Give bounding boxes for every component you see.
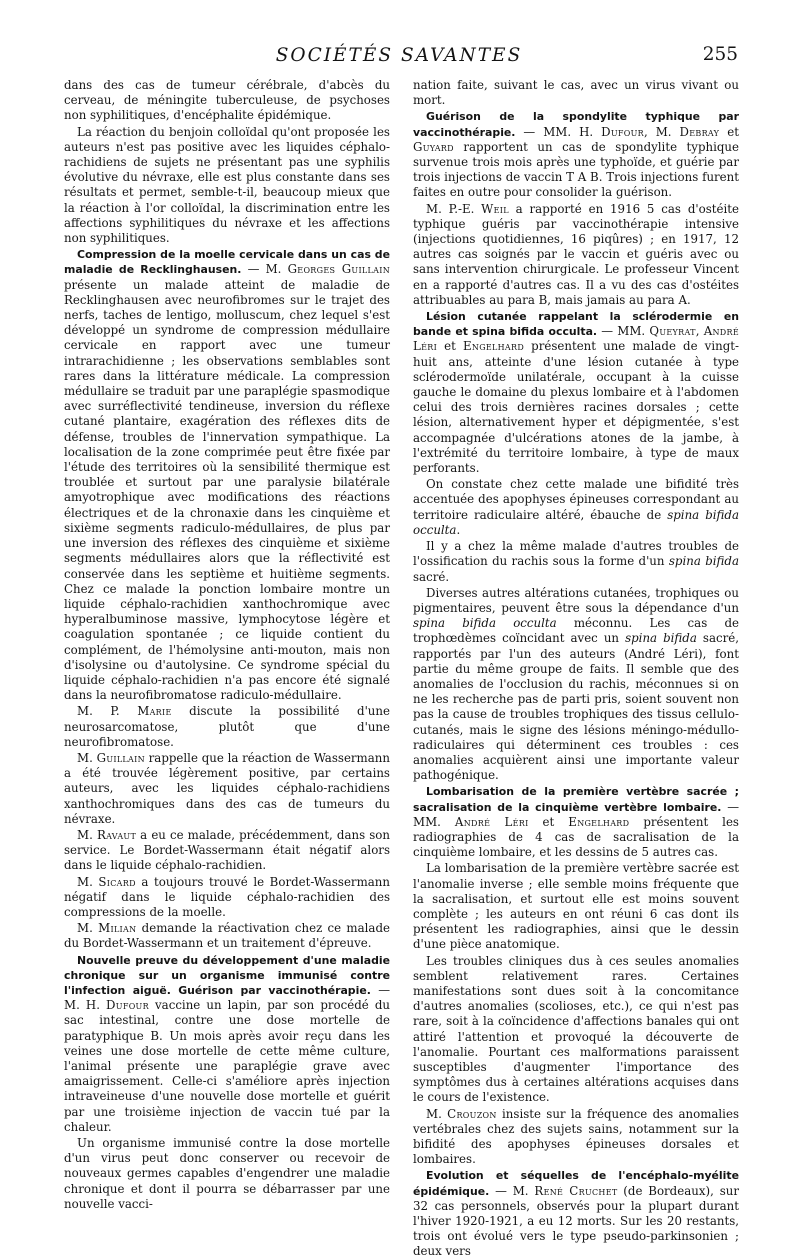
paragraph [64, 125, 390, 247]
text-run: M. P. [77, 704, 138, 719]
author-name: Queyrat [649, 324, 696, 339]
text-run: et [719, 124, 739, 139]
text-run: La réaction du benjoin colloïdal qu'ont proposée les auteurs n'est pas positive avec les liquides céphalo-rachidiens de sujets ne présentant pas une syphilis évolutive du névraxe, elle est plus constante dans ses résultats et permet, semble-t-il, beaucoup mieux que la réaction à l'or colloïdal, la discrimination entre les affections syphilitiques du névraxe et les affections non syphilitiques. [64, 124, 390, 246]
paragraph [413, 1168, 739, 1259]
text-run: (de Bordeaux), sur 32 cas personnels, observés pour la plupart durant l'hiver 1920-1921, a eu 12 morts. Sur les 20 restants, trois ont évolué vers le type pseudo-parkinsonien ; deux vers [413, 1183, 739, 1259]
paragraph [64, 828, 390, 874]
text-run: M. [426, 1106, 448, 1121]
author-name: André Léri [454, 814, 529, 829]
text-run: — MM. [413, 799, 739, 829]
text-run: M. P.-E. [426, 201, 482, 216]
text-run: vaccine un lapin, par son procédé du sac intestinal, contre une dose mortelle de paratyphique B. Un mois après avoir reçu dans les veines une dose mortelle de cette même culture, l'animal présente une paraplégie grave avec amaigrissement. Celle-ci s'améliore après injection intraveineuse d'une nouvelle dose mortelle et guérit par une troisième injection de vaccin tué par la chaleur. [64, 998, 390, 1134]
italic-term: spina bifida occulta [413, 507, 739, 537]
text-run: présente un malade atteint de maladie de Recklinghausen avec neurofibromes sur le trajet des nerfs, taches de lentigo, molluscum, chez lequel s'est développé un syndrome de compression médullaire cervicale en rapport avec une tumeur intrarachidienne ; les observations semblables sont rares dans la littérature médicale. La compression médullaire se traduit par une paraplégie spasmodique avec surréflectivité tendineuse, inversion du réflexe cutané plantaire, exagération des réflexes dits de défense, troubles de l'innervation sympathique. La localisation de la zone comprimée peut être fixée par l'étude des territoires où la sensibilité thermique est troublée et surtout par une paralysie bilatérale amyotrophique avec modifications des réactions électriques et de la chronaxie dans les cinquième et sixième segments radiculo-médullaires, de plus par une inversion des réflexes des cinquième et sixième segments médullaires alors que la réflectivité est conservée dans les septième et huitième segments. Chez ce malade la ponction lombaire montre un liquide céphalo-rachidien xanthochromique avec hyperalbuminose massive, lymphocytose légère et coagulation spontanée ; ce liquide contient du complément, de l'hémolysine anti-mouton, mais non d'isolysine ou d'autolysine. Ce syndrome spécial du liquide céphalo-rachidien n'a pas encore été signalé dans la neurofibromatose radiculo-médullaire. [64, 277, 390, 703]
text-run: Les troubles cliniques dus à ces seules anomalies semblent relativement rares. Certaines manifestations sont dues soit à la concomitance d'autres anomalies (scolioses, etc.), ce qui n'est pas rare, soit à la coïncidence d'affections banales qui ont attiré l'attention et provoqué la découverte de l'anomalie. Pourtant ces malformations paraissent susceptibles d'augmenter l'importance des symptômes dus à certaines altérations acquises dans le cours de l'existence. [413, 953, 739, 1105]
paragraph [413, 784, 739, 860]
text-run: — MM. [597, 324, 650, 339]
paragraph [413, 202, 739, 308]
author-name: Dufour [106, 998, 149, 1013]
left-column [64, 78, 390, 1212]
text-run: On constate chez cette malade une bifidité très accentuée des apophyses épineuses correspondant au territoire radiculaire altéré, ébauche de [413, 477, 739, 522]
paragraph [413, 309, 739, 476]
text-run: Il y a chez la même malade d'autres troubles de l'ossification du rachis sous la forme d'un [413, 539, 739, 569]
paragraph [413, 1107, 739, 1168]
text-run: méconnu. Les cas de trophœdèmes coïncidant avec un [413, 616, 739, 646]
text-run: et [528, 814, 569, 829]
text-run: rapportent un cas de spondylite typhique survenue trois mois après une typhoïde, et guérie par trois injections de vaccin T A B. Trois injections furent faites en outre pour consolider la guérison. [413, 139, 739, 200]
text-run: et [437, 339, 463, 354]
author-name: Crouzon [447, 1106, 497, 1121]
text-run: demande la réactivation chez ce malade du Bordet-Wassermann et un traitement d'épreuve. [64, 921, 390, 951]
section-heading: Nouvelle preuve du développement d'une maladie chronique sur un organisme immunisé contre l'infection aiguë. Guérison par vaccinothérapie. [64, 953, 390, 997]
paragraph [64, 1136, 390, 1212]
text-run: La lombarisation de la première vertèbre sacrée est l'anomalie inverse ; elle semble moins fréquente que la sacralisation, et surtout elle est moins souvent complète ; les auteurs en ont réuni 6 cas dont ils présentent les radiographies, ainsi que le dessin d'une pièce anatomique. [413, 861, 739, 952]
paragraph [413, 78, 739, 108]
author-name: André Léri [413, 324, 739, 354]
author-name: Georges Guillain [287, 262, 390, 277]
author-name: Engelhard [568, 814, 630, 829]
text-run: M. [77, 827, 97, 842]
page-number: 255 [702, 44, 738, 65]
author-name: Milian [98, 921, 137, 936]
text-run: M. [77, 874, 99, 889]
section-heading: Guérison de la spondylite typhique par vaccinothérapie. [413, 110, 739, 139]
section-heading: Compression de la moelle cervicale dans un cas de maladie de Recklinghausen. [64, 248, 390, 277]
italic-term: spina bifida [668, 554, 739, 569]
text-run: présentent une malade de vingt-huit ans, atteinte d'une lésion cutanée à type sclérodermoïde unilatérale, occupant à la cuisse gauche le domaine du plexus lombaire et à l'abdomen celui des trois dernières racines dorsales ; cette lésion, alternativement hyper et dépigmentée, s'est accompagnée d'ulcérations atones de la jambe, à l'extrémité du territoire lombaire, à type de maux perforants. [413, 339, 739, 476]
text-run: a eu ce malade, précédemment, dans son service. Le Bordet-Wassermann était négatif alors dans le liquide céphalo-rachidien. [64, 827, 390, 873]
text-run: M. [77, 750, 97, 765]
paragraph [64, 921, 390, 951]
text-run: , [695, 324, 704, 339]
author-name: Debray [679, 124, 720, 139]
text-run: a toujours trouvé le Bordet-Wassermann négatif dans le liquide céphalo-rachidien des compressions de la moelle. [64, 874, 390, 919]
text-run: — M. [241, 262, 288, 277]
paragraph [64, 78, 390, 124]
author-name: Guyard [413, 139, 454, 154]
text-run: rappelle que la réaction de Wassermann a été trouvée légèrement positive, par certains auteurs, avec les liquides céphalo-rachidiens xanthochromiques dans des cas de tumeurs du névraxe. [64, 750, 390, 826]
paragraph [413, 954, 739, 1106]
text-run: Diverses autres altérations cutanées, trophiques ou pigmentaires, peuvent être sous la dépendance d'un [413, 585, 739, 615]
paragraph [413, 586, 739, 784]
author-name: Sicard [98, 874, 136, 889]
paragraph [64, 751, 390, 827]
paragraph [64, 704, 390, 750]
running-head [60, 44, 738, 70]
text-run: insiste sur la fréquence des anomalies vertébrales chez des sujets sains, notamment sur la bifidité des apophyses épineuses dorsales et lombaires. [413, 1106, 739, 1167]
text-run: présentent les radiographies de 4 cas de sacralisation de la cinquième lombaire, et les dessins de 5 autres cas. [413, 814, 739, 860]
author-name: Ravaut [96, 827, 137, 842]
section-title: SOCIÉTÉS SAVANTES [275, 45, 523, 66]
paragraph [64, 875, 390, 921]
paragraph [64, 953, 390, 1135]
italic-term: spina bifida [625, 631, 697, 646]
author-name: Dufour [601, 124, 644, 139]
author-name: Weil [481, 201, 509, 216]
text-run: discute la possibilité d'une neurosarcomatose, plutôt que d'une neurofibromatose. [64, 704, 390, 749]
text-run: Un organisme immunisé contre la dose mortelle d'un virus peut donc conserver ou recevoir de nouveaux germes capables d'engendrer une maladie chronique et dont il pourra se débarrasser par une nouvelle vacci- [64, 1136, 390, 1211]
text-run: — MM. H. [515, 124, 602, 139]
paragraph [413, 477, 739, 538]
text-run: nation faite, suivant le cas, avec un virus vivant ou mort. [413, 78, 739, 108]
text-run: sacré. [413, 569, 450, 584]
paragraph [413, 109, 739, 200]
author-name: Marie [137, 704, 172, 719]
italic-term: spina bifida occulta [413, 616, 557, 631]
author-name: Guillain [96, 750, 145, 765]
paragraph [413, 861, 739, 952]
text-run: — M. H. [64, 982, 390, 1013]
section-heading: Lombarisation de la première vertèbre sacrée ; sacralisation de la cinquième vertèbre lombaire. [413, 785, 739, 814]
text-run: . [456, 522, 461, 537]
text-run: , M. [644, 124, 680, 139]
text-run: a rapporté en 1916 5 cas d'ostéite typhique guéris par vaccinothérapie intensive (injections quotidiennes, 16 piqûres) ; en 1917, 12 autres cas soignés par le vaccin et guéris avec ou sans intervention chirurgicale. Le professeur Vincent en a rapporté d'autres cas. Il a vu des cas d'ostéites attribuables au para B, mais jamais au para A. [413, 201, 739, 307]
author-name: Engelhard [463, 339, 525, 354]
paragraph [64, 247, 390, 703]
section-heading: Lésion cutanée rappelant la sclérodermie en bande et spina bifida occulta. [413, 310, 739, 339]
paragraph [413, 539, 739, 585]
text-run: M. [77, 921, 99, 936]
text-run: dans des cas de tumeur cérébrale, d'abcès du cerveau, de méningite tuberculeuse, de psychoses non syphilitiques, d'encéphalite épidémique. [64, 78, 390, 123]
text-run: — M. [489, 1183, 535, 1198]
text-run: sacré, rapportés par l'un des auteurs (André Léri), font partie du même groupe de faits. Il semble que des anomalies de l'occlusion du rachis, méconnues si on ne les recherche pas de parti pris, soient souvent non pas la cause de troubles trophiques des tissus cellulo-cutanés, mais le signe des lésions méningo-médullo-radiculaires qui déterminent ces troubles : ces anomalies acquièrent ainsi une importante valeur pathogénique. [413, 631, 739, 783]
right-column [413, 78, 739, 1260]
author-name: René Cruchet [534, 1183, 618, 1198]
section-heading: Evolution et séquelles de l'encéphalo-myélite épidémique. [413, 1169, 739, 1198]
